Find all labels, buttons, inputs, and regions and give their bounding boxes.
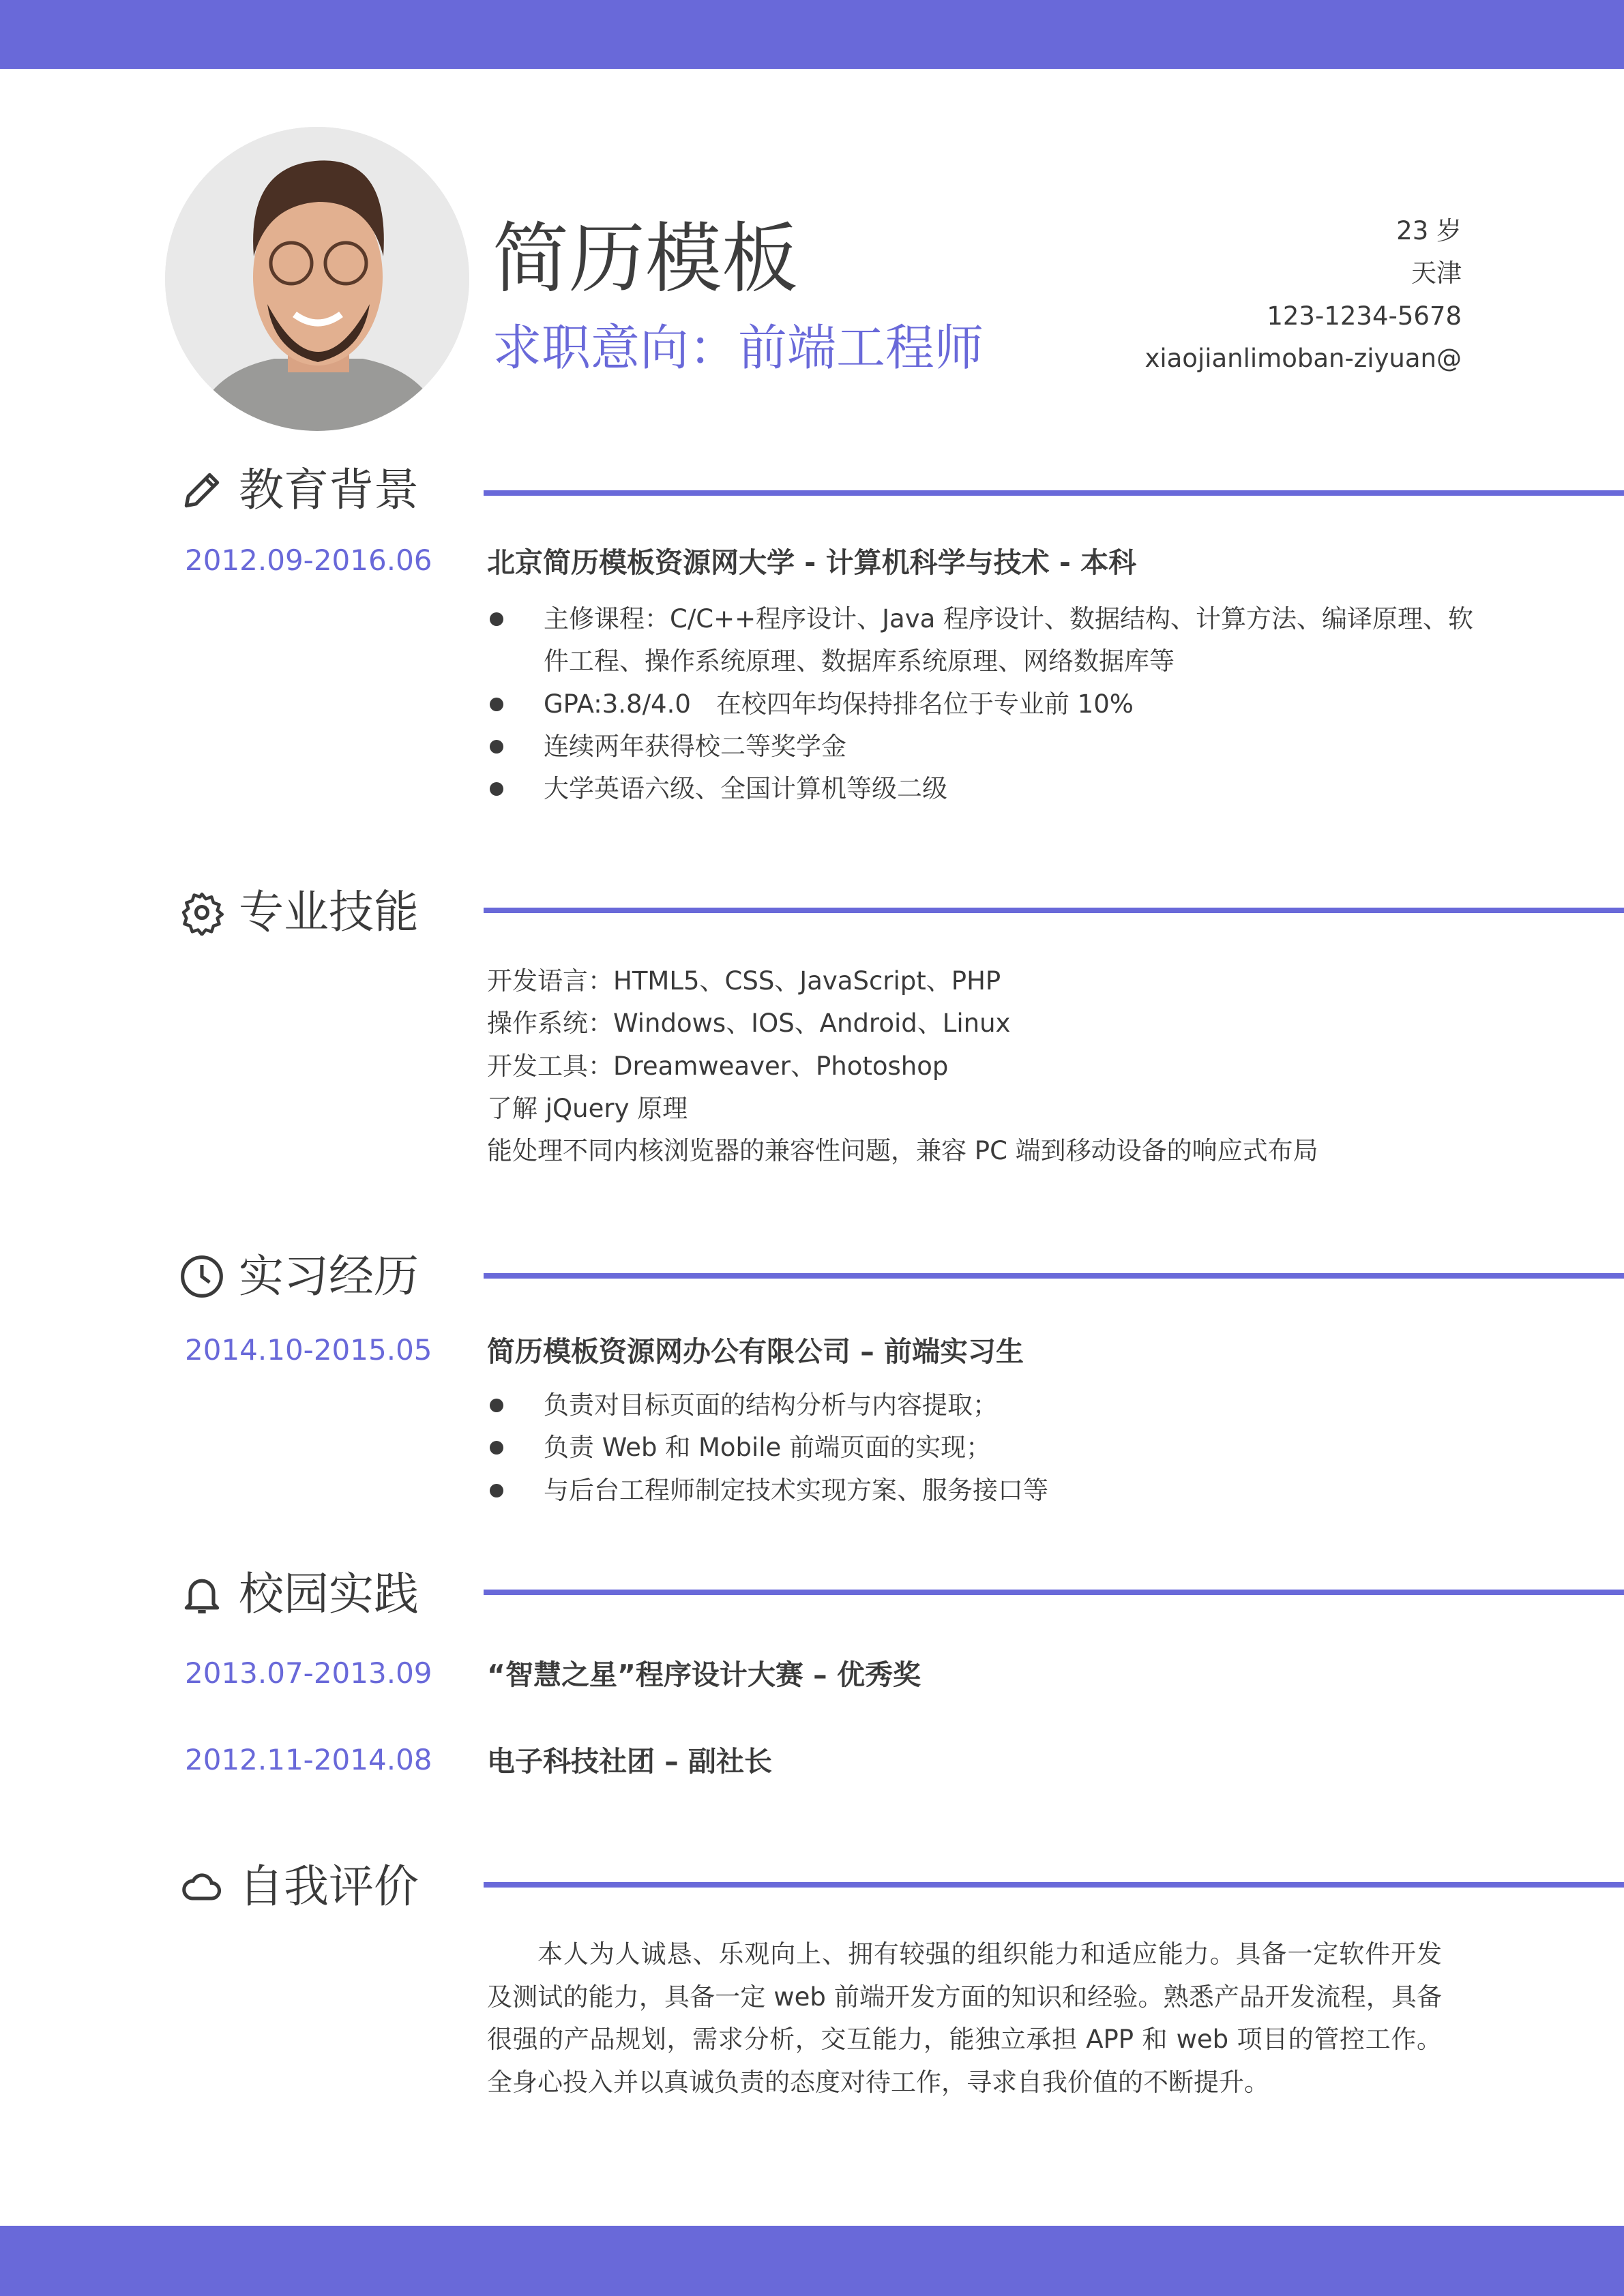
bullet-icon (490, 782, 503, 796)
gear-icon (179, 889, 225, 936)
section-divider (484, 1590, 1624, 1595)
section-title-internship: 实习经历 (239, 1250, 419, 1302)
email: xiaojianlimoban-ziyuan@ (1145, 344, 1462, 373)
bullet-icon (490, 1441, 503, 1455)
profile-photo (165, 127, 469, 431)
list-item: 连续两年获得校二等奖学金 (544, 732, 846, 761)
section-title-skills: 专业技能 (239, 886, 419, 938)
section-divider (484, 490, 1624, 496)
cloud-icon (179, 1864, 225, 1910)
internship-date: 2014.10-2015.05 (185, 1333, 432, 1367)
list-item: GPA:3.8/4.0 在校四年均保持排名位于专业前 10% (544, 689, 1134, 719)
clock-icon (179, 1253, 225, 1300)
job-intent: 求职意向：前端工程师 (492, 319, 984, 376)
campus-date: 2013.07-2013.09 (185, 1656, 432, 1690)
bullet-icon (490, 1484, 503, 1497)
city: 天津 (1411, 258, 1462, 288)
skill-line: 能处理不同内核浏览器的兼容性问题，兼容 PC 端到移动设备的响应式布局 (487, 1136, 1318, 1165)
bullet-icon (490, 740, 503, 754)
list-item: 负责对目标页面的结构分析与内容提取； (544, 1390, 998, 1420)
skill-line: 操作系统：Windows、IOS、Android、Linux (487, 1009, 1011, 1038)
education-heading: 北京简历模板资源网大学 - 计算机科学与技术 - 本科 (487, 546, 1137, 579)
section-title-self: 自我评价 (239, 1860, 419, 1913)
education-date: 2012.09-2016.06 (185, 543, 432, 577)
list-item: 主修课程：C/C++程序设计、Java 程序设计、数据结构、计算方法、编译原理、软 (544, 604, 1474, 633)
list-item: 与后台工程师制定技术实现方案、服务接口等 (544, 1476, 1048, 1505)
age: 23 岁 (1396, 216, 1462, 245)
list-item: 负责 Web 和 Mobile 前端页面的实现； (544, 1433, 992, 1462)
top-accent-bar (0, 0, 1624, 69)
skill-line: 开发语言：HTML5、CSS、JavaScript、PHP (487, 966, 1001, 996)
section-divider (484, 1882, 1624, 1888)
phone: 123-1234-5678 (1267, 301, 1462, 331)
bullet-icon (490, 698, 503, 711)
bottom-accent-bar (0, 2226, 1624, 2296)
self-evaluation-text: 本人为人诚恳、乐观向上、拥有较强的组织能力和适应能力。具备一定软件开发及测试的能力，具备一定 web 前端开发方面的知识和经验。熟悉产品开发流程，具备很强的产品规划，需求分析，交互能力，能独立承担 APP 和 web 项目的管控工作。全身心投入并以真诚负责的态度对待工作，寻求自我价值的不断提升。 (487, 1939, 1442, 2097)
bell-icon (179, 1571, 225, 1617)
list-item: 大学英语六级、全国计算机等级二级 (544, 774, 947, 803)
bullet-icon (490, 612, 503, 626)
section-divider (484, 908, 1624, 913)
campus-date: 2012.11-2014.08 (185, 1743, 432, 1776)
section-title-campus: 校园实践 (239, 1568, 419, 1620)
pencil-icon (179, 467, 225, 513)
skill-line: 开发工具：Dreamweaver、Photoshop (487, 1052, 949, 1081)
list-item: 件工程、操作系统原理、数据库系统原理、网络数据库等 (544, 646, 1175, 676)
campus-item: 电子科技社团 – 副社长 (487, 1745, 773, 1778)
resume-name: 简历模板 (492, 215, 798, 303)
campus-item: “智慧之星”程序设计大赛 – 优秀奖 (487, 1658, 921, 1691)
internship-heading: 简历模板资源网办公有限公司 – 前端实习生 (487, 1335, 1024, 1368)
bullet-icon (490, 1399, 503, 1412)
section-title-education: 教育背景 (239, 464, 419, 516)
section-divider (484, 1273, 1624, 1279)
skill-line: 了解 jQuery 原理 (487, 1094, 688, 1123)
